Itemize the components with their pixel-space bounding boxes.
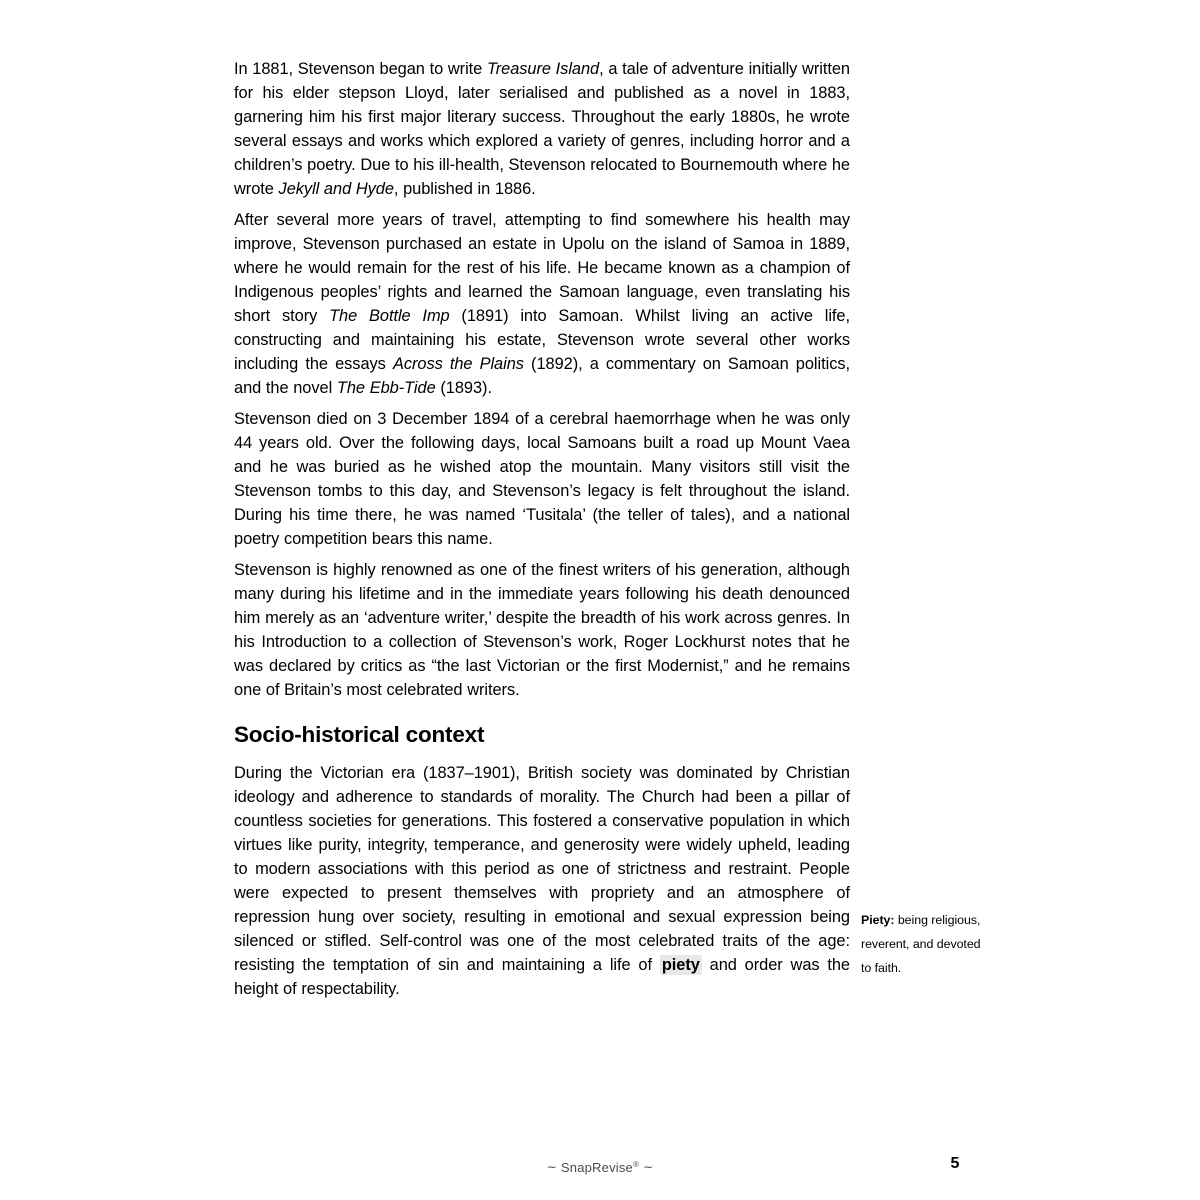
- registered-trademark-icon: ®: [633, 1160, 640, 1169]
- text-run: (1891) into Samoan. Whilst living an active life, constructing and maintaining his estate, Stevenson wrote several other works including the essays: [234, 307, 850, 373]
- margin-note-piety: [861, 908, 989, 980]
- tilde-right-icon: ∼: [643, 1160, 654, 1174]
- italic-title: Treasure Island: [486, 60, 600, 78]
- text-run: , a tale of adventure initially written for his elder stepson Lloyd, later serialised and published as a novel in 1883, garnering him his first major literary success. Throughout the early 1880s, he wrote several essays and works which explored a variety of genres, including horror and a children’s poetry. Due to his ill-health, Stevenson relocated to Bournemouth where he wrote: [234, 60, 850, 198]
- text-run: In 1881, Stevenson began to write: [234, 60, 487, 78]
- paragraph-1: [234, 57, 850, 201]
- footer-brand: [0, 1160, 1200, 1175]
- main-text-column: [234, 57, 850, 1001]
- text-run: , published in 1886.: [393, 180, 536, 198]
- paragraph-3: [234, 407, 850, 551]
- text-run: During the Victorian era (1837–1901), British society was dominated by Christian ideology and adherence to standards of morality. The Church had been a pillar of countless societies for generations. This fostered a conservative population in which virtues like purity, integrity, temperance, and generosity were widely upheld, leading to modern associations with this period as one of strictness and restraint. People were expected to present themselves with propriety and an atmosphere of repression hung over society, resulting in emotional and sexual expression being silenced or stifled. Self-control was one of the most celebrated traits of the age: resisting the temptation of sin and maintaining a life of: [234, 764, 850, 974]
- paragraph-5: [234, 761, 850, 1001]
- page-number: 5: [950, 1155, 960, 1172]
- italic-title: Across the Plains: [392, 355, 524, 373]
- highlighted-term: piety: [661, 956, 700, 974]
- italic-title: The Ebb-Tide: [336, 379, 436, 397]
- paragraph-4: [234, 558, 850, 702]
- paragraph-2: [234, 208, 850, 400]
- text-run: (1893).: [435, 379, 492, 397]
- margin-note-term: Piety:: [861, 913, 895, 927]
- section-heading: Socio-historical context: [234, 722, 485, 747]
- text-run: Stevenson died on 3 December 1894 of a cerebral haemorrhage when he was only 44 years old. Over the following days, local Samoans built a road up Mount Vaea and he was buried as he wished atop the mountain. Many visitors still visit the Stevenson tombs to this day, and Stevenson’s legacy is felt throughout the island. During his time there, he was named ‘Tusitala’ (the teller of tales), and a national poetry competition bears this name.: [234, 410, 850, 548]
- italic-title: The Bottle Imp: [329, 307, 450, 325]
- italic-title: Jekyll and Hyde: [278, 180, 394, 198]
- text-run: Stevenson is highly renowned as one of the finest writers of his generation, although many during his lifetime and in the immediate years following his death denounced him merely as an ‘adventure writer,’ despite the breadth of his work across genres. In his Introduction to a collection of Stevenson’s work, Roger Lockhurst notes that he was declared by critics as “the last Victorian or the first Modernist,” and he remains one of Britain’s most celebrated writers.: [234, 561, 850, 699]
- tilde-left-icon: ∼: [546, 1160, 557, 1174]
- text-run: (1892), a commentary on Samoan politics, and the novel: [234, 355, 850, 397]
- text-run: After several more years of travel, attempting to find somewhere his health may improve, Stevenson purchased an estate in Upolu on the island of Samoa in 1889, where he would remain for the rest of his life. He became known as a champion of Indigenous peoples’ rights and learned the Samoan language, even translating his short story: [234, 211, 850, 325]
- brand-name: SnapRevise: [560, 1160, 633, 1175]
- text-run: and order was the height of respectability.: [234, 956, 850, 998]
- margin-note-definition: being religious, reverent, and devoted to faith.: [861, 913, 981, 975]
